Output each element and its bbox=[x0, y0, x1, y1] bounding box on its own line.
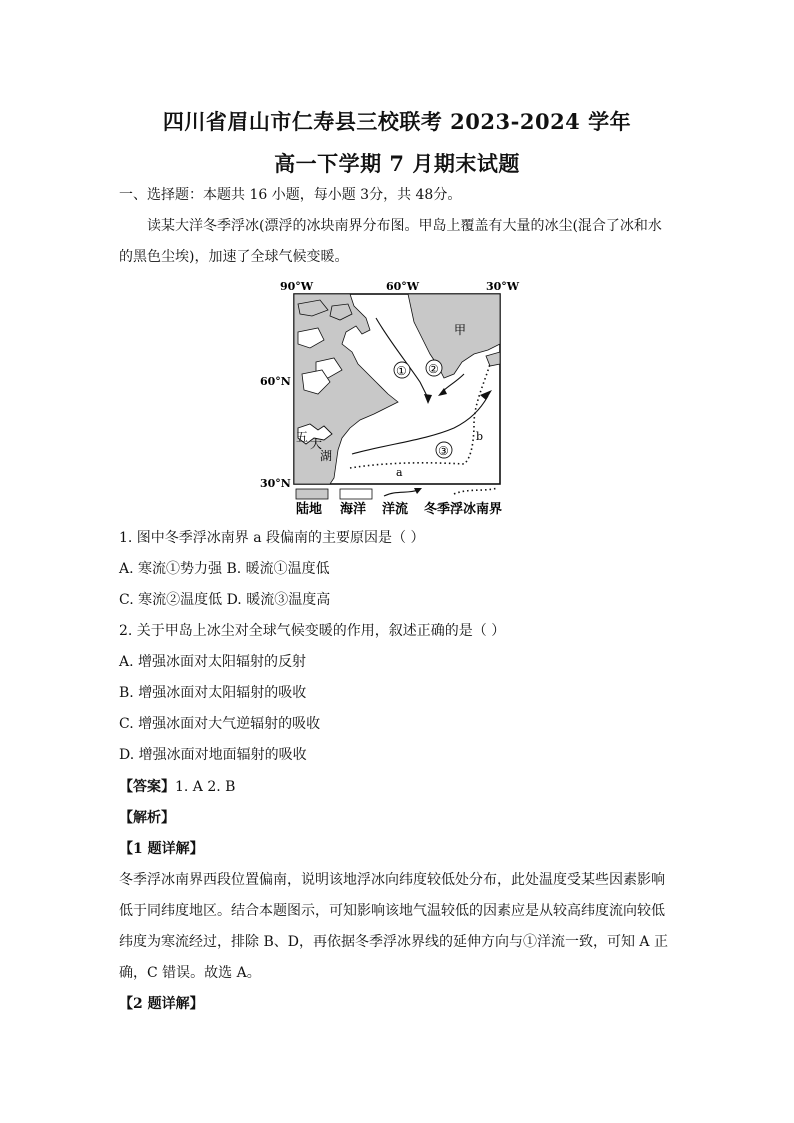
legend-current-swatch bbox=[384, 490, 418, 496]
exam-title-line-2: 高一下学期 7 月期末试题 bbox=[274, 151, 520, 176]
question-2-option-d: D. 增强冰面对地面辐射的吸收 bbox=[119, 747, 307, 763]
section-heading: 一、选择题：本题共 16 小题，每小题 3分，共 48分。 bbox=[119, 187, 462, 203]
q1-detail-line-3: 纬度为寒流经过，排除 B、D，再依据冬季浮冰界线的延伸方向与①洋流一致，可知 A 正 bbox=[119, 934, 668, 950]
ice-boundary-map bbox=[258, 278, 538, 518]
lon-label-30w: 30°W bbox=[486, 280, 520, 293]
intro-text-line-1: 读某大洋冬季浮冰(漂浮的冰块南界分布图。甲岛上覆盖有大量的冰尘(混合了冰和水 bbox=[147, 218, 662, 234]
answer-text: 1. A 2. B bbox=[175, 779, 236, 795]
current-2-label: ② bbox=[428, 362, 439, 376]
legend-ice-label: 冬季浮冰南界 bbox=[424, 502, 503, 517]
question-2-option-c: C. 增强冰面对大气逆辐射的吸收 bbox=[119, 716, 321, 732]
answer-line bbox=[119, 777, 679, 797]
legend-ocean-label: 海洋 bbox=[340, 502, 367, 517]
lat-label-30n: 30°N bbox=[260, 477, 291, 490]
current-1-label: ① bbox=[396, 364, 407, 378]
legend-land-label: 陆地 bbox=[296, 502, 323, 517]
current-3-label: ③ bbox=[438, 444, 449, 458]
question-1-options-row-2: C. 寒流②温度低 D. 暖流③温度高 bbox=[119, 592, 331, 608]
lon-label-60w: 60°W bbox=[386, 280, 420, 293]
lon-label-90w: 90°W bbox=[280, 280, 314, 293]
legend-land-swatch bbox=[296, 489, 328, 499]
q1-detail-label: 【1 题详解】 bbox=[119, 841, 204, 857]
lake-label-3: 湖 bbox=[320, 449, 333, 463]
q1-detail-line-1: 冬季浮冰南界西段位置偏南，说明该地浮冰向纬度较低处分布，此处温度受某些因素影响 bbox=[119, 872, 665, 888]
lake-label-1: 五 bbox=[296, 430, 309, 444]
legend-ice-swatch bbox=[454, 488, 498, 494]
analysis-label: 【解析】 bbox=[119, 810, 175, 826]
question-1-stem: 1. 图中冬季浮冰南界 a 段偏南的主要原因是（ ） bbox=[119, 530, 425, 546]
q1-detail-line-2: 低于同纬度地区。结合本题图示，可知影响该地气温较低的因素应是从较高纬度流向较低 bbox=[119, 903, 665, 919]
lake-label-2: 大 bbox=[310, 437, 323, 451]
segment-a-label: a bbox=[396, 466, 403, 479]
question-1-options-row-1: A. 寒流①势力强 B. 暖流①温度低 bbox=[119, 561, 330, 577]
question-2-option-a: A. 增强冰面对太阳辐射的反射 bbox=[119, 654, 307, 670]
lat-label-60n: 60°N bbox=[260, 375, 291, 388]
legend-ocean-swatch bbox=[340, 489, 372, 499]
q2-detail-label: 【2 题详解】 bbox=[119, 996, 204, 1012]
intro-text-line-2: 的黑色尘埃)，加速了全球气候变暖。 bbox=[119, 249, 349, 265]
exam-title-line-1: 四川省眉山市仁寿县三校联考 2023-2024 学年 bbox=[162, 109, 632, 134]
question-2-option-b: B. 增强冰面对太阳辐射的吸收 bbox=[119, 685, 307, 701]
question-2-stem: 2. 关于甲岛上冰尘对全球气候变暖的作用，叙述正确的是（ ） bbox=[119, 623, 506, 639]
answer-label: 【答案】 bbox=[119, 779, 175, 795]
q1-detail-line-4: 确，C 错误。故选 A。 bbox=[119, 965, 261, 981]
island-jia-label: 甲 bbox=[454, 323, 467, 337]
map-legend bbox=[296, 488, 502, 517]
segment-b-label: b bbox=[476, 430, 484, 443]
legend-current-label: 洋流 bbox=[382, 502, 409, 517]
